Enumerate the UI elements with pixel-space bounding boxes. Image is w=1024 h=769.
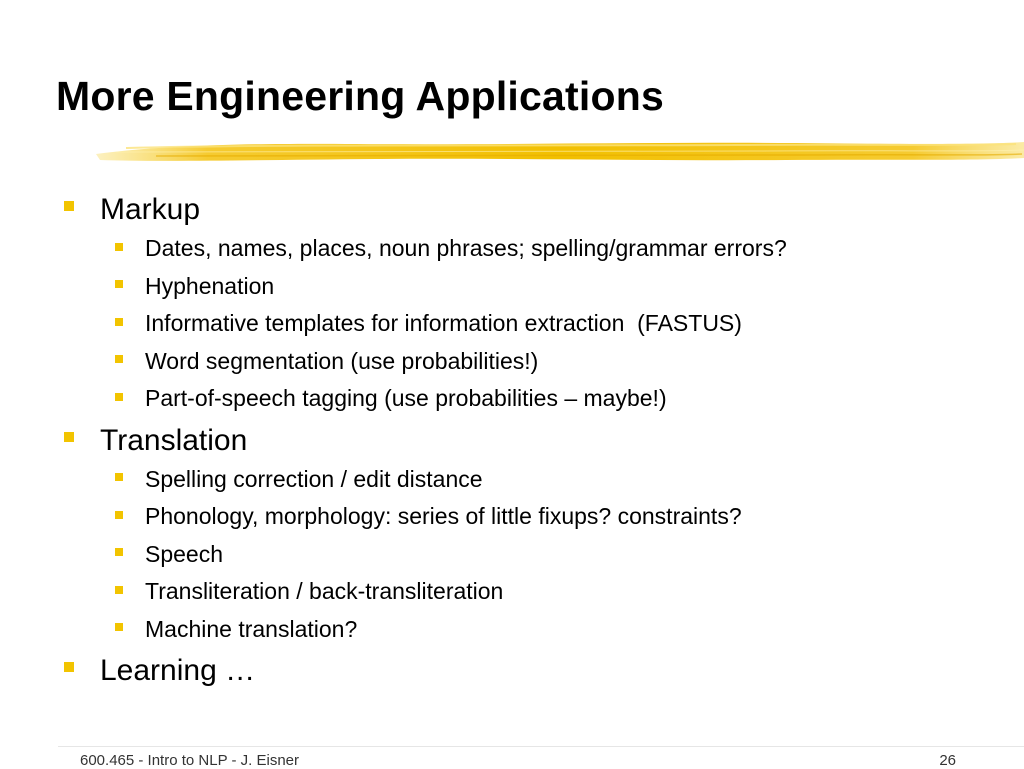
footer-page-number: 26 (939, 752, 956, 769)
sub-bullet-item (115, 230, 1000, 268)
sub-bullet-label: Dates, names, places, noun phrases; spelling/grammar errors? (145, 235, 787, 262)
square-bullet-icon (64, 432, 74, 442)
bullet-group-learning (60, 651, 1000, 691)
footer-divider (58, 746, 1024, 747)
square-bullet-icon (64, 201, 74, 211)
square-bullet-icon (115, 355, 123, 363)
title-underline-brushstroke (96, 134, 1024, 168)
sub-bullet-item (115, 461, 1000, 499)
bullet-label: Translation (100, 423, 248, 457)
square-bullet-icon (64, 662, 74, 672)
sub-bullet-label: Speech (145, 540, 224, 567)
sub-bullet-label: Machine translation? (145, 615, 358, 642)
square-bullet-icon (115, 393, 123, 401)
sub-bullet-item (115, 573, 1000, 611)
footer-course-label: 600.465 - Intro to NLP - J. Eisner (80, 752, 300, 769)
square-bullet-icon (115, 511, 123, 519)
sub-bullet-item (115, 380, 1000, 418)
bullet-item (60, 190, 1000, 230)
square-bullet-icon (115, 280, 123, 288)
sub-bullet-label: Phonology, morphology: series of little fixups? constraints? (145, 503, 742, 530)
square-bullet-icon (115, 623, 123, 631)
bullet-label: Learning … (100, 654, 256, 687)
sub-bullet-item (115, 536, 1000, 574)
square-bullet-icon (115, 548, 123, 556)
sub-bullet-label: Part-of-speech tagging (use probabilities – maybe!) (145, 385, 667, 412)
sub-bullet-label: Spelling correction / edit distance (145, 465, 483, 492)
square-bullet-icon (115, 243, 123, 251)
sub-bullet-item (115, 498, 1000, 536)
sub-bullet-label: Hyphenation (145, 272, 275, 299)
bullet-item (60, 651, 1000, 691)
sub-bullet-label: Word segmentation (use probabilities!) (145, 347, 539, 374)
bullet-item (60, 421, 1000, 461)
bullet-group-translation (60, 421, 1000, 649)
bullet-list (60, 190, 1000, 694)
square-bullet-icon (115, 586, 123, 594)
sub-bullet-item (115, 305, 1000, 343)
sub-bullet-item (115, 268, 1000, 306)
sub-bullet-label: Informative templates for information extraction (FASTUS) (145, 310, 742, 337)
slide-title: More Engineering Applications (56, 73, 664, 119)
square-bullet-icon (115, 473, 123, 481)
bullet-group-markup (60, 190, 1000, 418)
square-bullet-icon (115, 318, 123, 326)
bullet-label: Markup (100, 193, 201, 226)
sub-bullet-item (115, 343, 1000, 381)
sub-bullet-item (115, 611, 1000, 649)
sub-bullet-label: Transliteration / back-transliteration (145, 578, 504, 605)
